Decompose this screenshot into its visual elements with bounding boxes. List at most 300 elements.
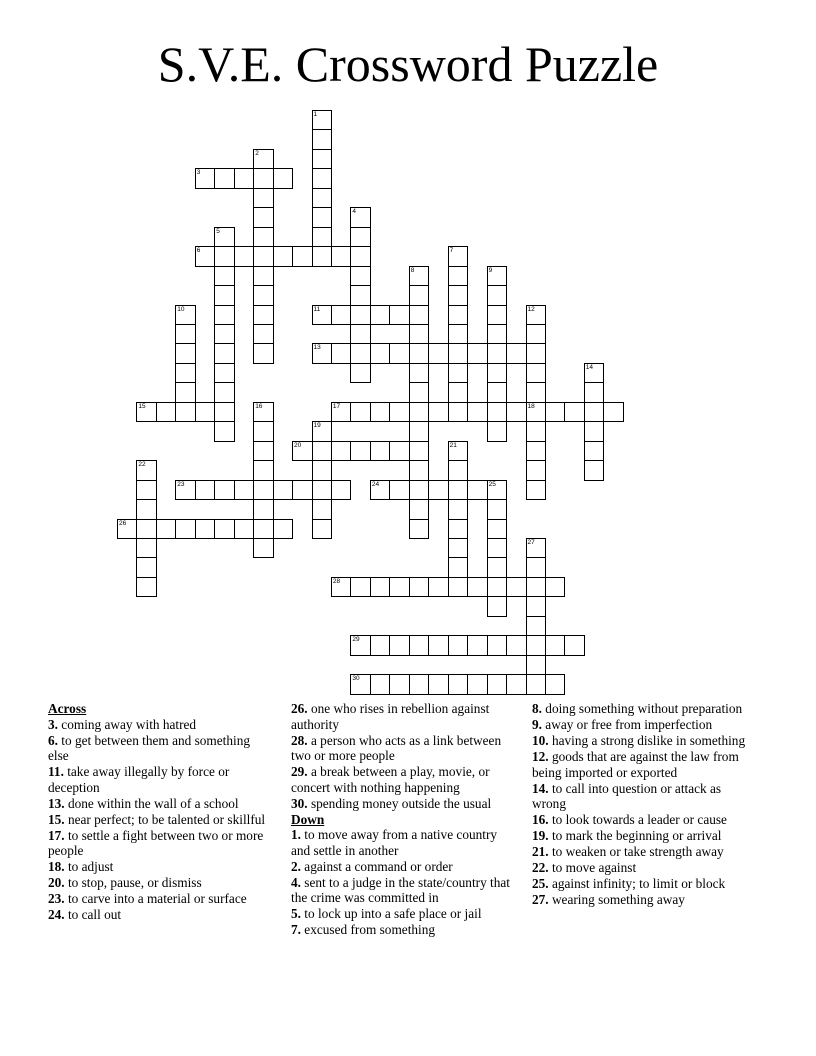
grid-cell[interactable] xyxy=(370,635,391,656)
grid-cell[interactable] xyxy=(448,441,469,462)
grid-cell[interactable] xyxy=(253,421,274,442)
grid-cell[interactable] xyxy=(545,674,566,695)
grid-cell[interactable] xyxy=(526,655,547,676)
clue-text: to lock up into a safe place or jail xyxy=(300,906,482,922)
grid-cell[interactable] xyxy=(195,519,216,540)
grid-cell[interactable] xyxy=(409,402,430,423)
grid-cell[interactable] xyxy=(487,285,508,306)
grid-cell[interactable] xyxy=(545,577,566,598)
grid-cell[interactable] xyxy=(214,363,235,384)
grid-cell[interactable] xyxy=(350,674,371,695)
clue-text: sent to a judge in the state/country that the crime was committed in xyxy=(291,874,510,906)
grid-cell[interactable] xyxy=(195,402,216,423)
grid-cell[interactable] xyxy=(526,480,547,501)
grid-cell[interactable] xyxy=(467,343,488,364)
clue-item xyxy=(532,701,752,717)
grid-cell[interactable] xyxy=(136,402,157,423)
grid-cell[interactable] xyxy=(253,188,274,209)
grid-cell[interactable] xyxy=(195,246,216,267)
grid-cell[interactable] xyxy=(526,674,547,695)
grid-cell[interactable] xyxy=(448,499,469,520)
clue-text: to mark the beginning or arrival xyxy=(548,828,722,844)
clue-item xyxy=(291,859,519,875)
clue-number-label: 28 xyxy=(332,577,341,585)
clue-text: a person who acts as a link between two or more people xyxy=(291,732,502,764)
grid-cell[interactable] xyxy=(448,402,469,423)
page-title: S.V.E. Crossword Puzzle xyxy=(157,36,659,92)
grid-cell[interactable] xyxy=(117,519,138,540)
grid-cell[interactable] xyxy=(487,577,508,598)
grid-cell[interactable] xyxy=(487,519,508,540)
clue-number: 29. xyxy=(291,764,308,780)
grid-cell[interactable] xyxy=(487,635,508,656)
grid-cell[interactable] xyxy=(526,343,547,364)
clue-item xyxy=(48,812,273,828)
grid-cell[interactable] xyxy=(448,577,469,598)
grid-cell[interactable] xyxy=(584,460,605,481)
clue-text: against a command or order xyxy=(300,858,453,874)
clue-number: 7. xyxy=(291,922,301,938)
grid-cell[interactable] xyxy=(214,480,235,501)
grid-cell[interactable] xyxy=(409,499,430,520)
clue-number-label: 16 xyxy=(255,402,263,410)
grid-cell[interactable] xyxy=(350,343,371,364)
grid-cell[interactable] xyxy=(253,285,274,306)
grid-cell[interactable] xyxy=(584,402,605,423)
clue-item xyxy=(291,796,519,812)
grid-cell[interactable] xyxy=(312,421,333,442)
clue-text: wearing something away xyxy=(548,892,685,908)
grid-cell[interactable] xyxy=(487,382,508,403)
grid-cell[interactable] xyxy=(253,460,274,481)
clue-number-label: 19 xyxy=(313,422,321,430)
grid-cell[interactable] xyxy=(448,674,469,695)
grid-cell[interactable] xyxy=(428,402,449,423)
grid-cell[interactable] xyxy=(487,674,508,695)
grid-cell[interactable] xyxy=(350,227,371,248)
grid-cell[interactable] xyxy=(448,324,469,345)
grid-cell[interactable] xyxy=(350,285,371,306)
grid-cell[interactable] xyxy=(389,577,410,598)
clue-number-label: 7 xyxy=(449,247,454,255)
clue-item xyxy=(532,876,752,892)
grid-cell[interactable] xyxy=(350,635,371,656)
grid-cell[interactable] xyxy=(350,577,371,598)
grid-cell[interactable] xyxy=(389,402,410,423)
grid-cell[interactable] xyxy=(389,441,410,462)
grid-cell[interactable] xyxy=(253,441,274,462)
grid-cell[interactable] xyxy=(312,519,333,540)
grid-cell[interactable] xyxy=(331,246,352,267)
grid-cell[interactable] xyxy=(409,324,430,345)
grid-cell[interactable] xyxy=(409,480,430,501)
grid-cell[interactable] xyxy=(175,480,196,501)
clue-text: near perfect; to be talented or skillful xyxy=(64,811,266,827)
grid-cell[interactable] xyxy=(175,324,196,345)
clue-item xyxy=(532,844,752,860)
grid-cell[interactable] xyxy=(526,305,547,326)
grid-cell[interactable] xyxy=(292,246,313,267)
grid-cell[interactable] xyxy=(175,402,196,423)
clue-number: 25. xyxy=(532,876,549,892)
clue-item xyxy=(48,796,273,812)
grid-cell[interactable] xyxy=(214,324,235,345)
grid-cell[interactable] xyxy=(526,557,547,578)
clue-item xyxy=(532,828,752,844)
clue-item xyxy=(291,875,519,906)
grid-cell[interactable] xyxy=(526,635,547,656)
clue-item xyxy=(291,764,519,795)
down-heading: Down xyxy=(291,811,325,827)
grid-cell[interactable] xyxy=(467,635,488,656)
clue-number-label: 4 xyxy=(352,208,357,216)
grid-cell[interactable] xyxy=(214,519,235,540)
grid-cell[interactable] xyxy=(292,480,313,501)
clue-item xyxy=(48,828,273,859)
grid-cell[interactable] xyxy=(350,266,371,287)
grid-cell[interactable] xyxy=(350,402,371,423)
down-clue-list-continued xyxy=(532,701,752,908)
grid-cell[interactable] xyxy=(487,557,508,578)
clue-number-label: 18 xyxy=(527,402,535,410)
clue-text: to stop, pause, or dismiss xyxy=(64,875,202,891)
grid-cell[interactable] xyxy=(526,363,547,384)
grid-cell[interactable] xyxy=(526,441,547,462)
grid-cell[interactable] xyxy=(526,324,547,345)
grid-cell[interactable] xyxy=(506,402,527,423)
grid-cell[interactable] xyxy=(409,577,430,598)
grid-cell[interactable] xyxy=(175,519,196,540)
clue-number: 1. xyxy=(291,827,301,843)
grid-cell[interactable] xyxy=(506,674,527,695)
grid-cell[interactable] xyxy=(312,343,333,364)
grid-cell[interactable] xyxy=(487,538,508,559)
grid-cell[interactable] xyxy=(214,285,235,306)
grid-cell[interactable] xyxy=(214,227,235,248)
grid-cell[interactable] xyxy=(331,577,352,598)
grid-cell[interactable] xyxy=(409,441,430,462)
grid-cell[interactable] xyxy=(409,285,430,306)
grid-cell[interactable] xyxy=(448,305,469,326)
grid-cell[interactable] xyxy=(389,635,410,656)
grid-cell[interactable] xyxy=(253,343,274,364)
grid-cell[interactable] xyxy=(312,480,333,501)
grid-cell[interactable] xyxy=(312,207,333,228)
grid-cell[interactable] xyxy=(526,538,547,559)
grid-cell[interactable] xyxy=(350,246,371,267)
grid-cell[interactable] xyxy=(214,305,235,326)
clue-number-label: 24 xyxy=(371,480,380,488)
clue-number: 23. xyxy=(48,891,65,907)
clue-item xyxy=(48,875,273,891)
grid-cell[interactable] xyxy=(253,227,274,248)
grid-cell[interactable] xyxy=(214,246,235,267)
grid-cell[interactable] xyxy=(273,168,294,189)
grid-cell[interactable] xyxy=(389,343,410,364)
grid-cell[interactable] xyxy=(253,480,274,501)
clue-number: 22. xyxy=(532,860,549,876)
grid-cell[interactable] xyxy=(584,363,605,384)
grid-cell[interactable] xyxy=(331,480,352,501)
grid-cell[interactable] xyxy=(350,207,371,228)
grid-cell[interactable] xyxy=(136,460,157,481)
grid-cell[interactable] xyxy=(312,305,333,326)
clue-number-label: 1 xyxy=(313,111,318,118)
clue-item xyxy=(532,781,752,812)
grid-cell[interactable] xyxy=(487,596,508,617)
clue-number-label: 26 xyxy=(119,519,127,527)
grid-cell[interactable] xyxy=(234,519,255,540)
grid-cell[interactable] xyxy=(467,480,488,501)
grid-cell[interactable] xyxy=(214,402,235,423)
grid-cell[interactable] xyxy=(292,441,313,462)
grid-cell[interactable] xyxy=(467,402,488,423)
clue-number-label: 17 xyxy=(332,402,341,410)
across-clue-list xyxy=(48,717,273,923)
grid-cell[interactable] xyxy=(273,480,294,501)
grid-cell[interactable] xyxy=(428,674,449,695)
grid-cell[interactable] xyxy=(409,363,430,384)
grid-cell[interactable] xyxy=(448,538,469,559)
grid-cell[interactable] xyxy=(312,499,333,520)
grid-cell[interactable] xyxy=(370,674,391,695)
grid-cell[interactable] xyxy=(506,635,527,656)
grid-cell[interactable] xyxy=(175,363,196,384)
grid-cell[interactable] xyxy=(526,577,547,598)
grid-cell[interactable] xyxy=(448,285,469,306)
clue-text: to look towards a leader or cause xyxy=(548,812,727,828)
grid-cell[interactable] xyxy=(526,382,547,403)
clue-number: 5. xyxy=(291,906,301,922)
grid-cell[interactable] xyxy=(487,480,508,501)
grid-cell[interactable] xyxy=(312,227,333,248)
grid-cell[interactable] xyxy=(526,402,547,423)
grid-cell[interactable] xyxy=(253,168,274,189)
clue-number: 4. xyxy=(291,874,301,890)
clue-text: coming away with hatred xyxy=(57,716,197,732)
grid-cell[interactable] xyxy=(214,266,235,287)
grid-cell[interactable] xyxy=(448,635,469,656)
clue-number: 11. xyxy=(48,764,64,780)
grid-cell[interactable] xyxy=(409,305,430,326)
grid-cell[interactable] xyxy=(136,557,157,578)
grid-cell[interactable] xyxy=(409,421,430,442)
grid-cell[interactable] xyxy=(312,246,333,267)
clue-text: against infinity; to limit or block xyxy=(548,876,726,892)
grid-cell[interactable] xyxy=(350,305,371,326)
grid-cell[interactable] xyxy=(312,129,333,150)
grid-cell[interactable] xyxy=(487,305,508,326)
grid-cell[interactable] xyxy=(389,674,410,695)
clue-number: 16. xyxy=(532,812,549,828)
grid-cell[interactable] xyxy=(409,343,430,364)
grid-cell[interactable] xyxy=(312,441,333,462)
grid-cell[interactable] xyxy=(428,480,449,501)
clue-column-3 xyxy=(532,701,752,908)
grid-cell[interactable] xyxy=(428,577,449,598)
clue-number-label: 12 xyxy=(527,305,535,313)
grid-cell[interactable] xyxy=(603,402,624,423)
grid-cell[interactable] xyxy=(545,402,566,423)
grid-cell[interactable] xyxy=(526,421,547,442)
grid-cell[interactable] xyxy=(409,674,430,695)
clue-text: to weaken or take strength away xyxy=(548,844,724,860)
grid-cell[interactable] xyxy=(506,577,527,598)
grid-cell[interactable] xyxy=(526,596,547,617)
grid-cell[interactable] xyxy=(175,343,196,364)
grid-cell[interactable] xyxy=(331,305,352,326)
grid-cell[interactable] xyxy=(253,402,274,423)
grid-cell[interactable] xyxy=(487,324,508,345)
clue-item xyxy=(291,733,519,764)
grid-cell[interactable] xyxy=(389,480,410,501)
grid-cell[interactable] xyxy=(312,188,333,209)
clue-text: to get between them and something else xyxy=(48,732,251,764)
grid-cell[interactable] xyxy=(350,363,371,384)
clue-text: goods that are against the law from being imported or exported xyxy=(532,748,739,780)
grid-cell[interactable] xyxy=(409,460,430,481)
grid-cell[interactable] xyxy=(467,577,488,598)
grid-cell[interactable] xyxy=(156,402,177,423)
grid-cell[interactable] xyxy=(584,421,605,442)
clue-number: 20. xyxy=(48,875,65,891)
grid-cell[interactable] xyxy=(214,382,235,403)
grid-cell[interactable] xyxy=(409,382,430,403)
clue-text: excused from something xyxy=(300,922,436,938)
grid-cell[interactable] xyxy=(370,577,391,598)
grid-cell[interactable] xyxy=(253,266,274,287)
grid-cell[interactable] xyxy=(136,499,157,520)
grid-cell[interactable] xyxy=(487,343,508,364)
grid-cell[interactable] xyxy=(370,305,391,326)
grid-cell[interactable] xyxy=(312,110,333,131)
grid-cell[interactable] xyxy=(448,266,469,287)
grid-cell[interactable] xyxy=(370,343,391,364)
clue-number-label: 5 xyxy=(216,227,220,235)
grid-cell[interactable] xyxy=(195,168,216,189)
grid-cell[interactable] xyxy=(331,402,352,423)
grid-cell[interactable] xyxy=(506,343,527,364)
clue-text: to carve into a material or surface xyxy=(64,891,247,907)
grid-cell[interactable] xyxy=(370,402,391,423)
grid-cell[interactable] xyxy=(526,460,547,481)
grid-cell[interactable] xyxy=(136,577,157,598)
grid-cell[interactable] xyxy=(214,421,235,442)
grid-cell[interactable] xyxy=(467,674,488,695)
grid-cell[interactable] xyxy=(312,460,333,481)
grid-cell[interactable] xyxy=(136,519,157,540)
across-heading: Across xyxy=(48,701,87,716)
grid-cell[interactable] xyxy=(253,499,274,520)
grid-cell[interactable] xyxy=(487,499,508,520)
clue-text: done within the wall of a school xyxy=(64,795,239,811)
grid-cell[interactable] xyxy=(448,382,469,403)
grid-cell[interactable] xyxy=(312,149,333,170)
grid-cell[interactable] xyxy=(584,382,605,403)
clue-text: to call into question or attack as wrong xyxy=(532,780,722,812)
grid-cell[interactable] xyxy=(136,480,157,501)
grid-cell[interactable] xyxy=(389,305,410,326)
grid-cell[interactable] xyxy=(350,324,371,345)
grid-cell[interactable] xyxy=(312,168,333,189)
grid-cell[interactable] xyxy=(234,480,255,501)
grid-cell[interactable] xyxy=(487,363,508,384)
grid-cell[interactable] xyxy=(448,363,469,384)
grid-cell[interactable] xyxy=(234,168,255,189)
grid-cell[interactable] xyxy=(564,402,585,423)
grid-cell[interactable] xyxy=(273,519,294,540)
grid-cell[interactable] xyxy=(487,266,508,287)
clue-item xyxy=(532,812,752,828)
grid-cell[interactable] xyxy=(428,635,449,656)
clue-number-label: 11 xyxy=(313,305,321,313)
grid-cell[interactable] xyxy=(175,382,196,403)
clue-item xyxy=(291,906,519,922)
clue-number: 18. xyxy=(48,859,65,875)
grid-cell[interactable] xyxy=(448,557,469,578)
grid-cell[interactable] xyxy=(175,305,196,326)
grid-cell[interactable] xyxy=(253,305,274,326)
grid-cell[interactable] xyxy=(253,149,274,170)
grid-cell[interactable] xyxy=(448,519,469,540)
grid-cell[interactable] xyxy=(195,480,216,501)
grid-cell[interactable] xyxy=(136,538,157,559)
grid-cell[interactable] xyxy=(409,266,430,287)
grid-cell[interactable] xyxy=(545,635,566,656)
grid-cell[interactable] xyxy=(448,246,469,267)
grid-cell[interactable] xyxy=(409,519,430,540)
grid-cell[interactable] xyxy=(448,460,469,481)
grid-cell[interactable] xyxy=(253,246,274,267)
grid-cell[interactable] xyxy=(409,635,430,656)
clue-text: having a strong dislike in something xyxy=(548,732,746,748)
clue-number: 8. xyxy=(532,701,542,716)
grid-cell[interactable] xyxy=(253,519,274,540)
grid-cell[interactable] xyxy=(214,343,235,364)
grid-cell[interactable] xyxy=(273,246,294,267)
grid-cell[interactable] xyxy=(234,246,255,267)
grid-cell[interactable] xyxy=(487,402,508,423)
grid-cell[interactable] xyxy=(156,519,177,540)
grid-cell[interactable] xyxy=(370,441,391,462)
grid-cell[interactable] xyxy=(214,168,235,189)
grid-cell[interactable] xyxy=(428,343,449,364)
grid-cell[interactable] xyxy=(564,635,585,656)
clue-text: to settle a fight between two or more people xyxy=(48,827,264,859)
clue-item xyxy=(291,827,519,858)
clue-item xyxy=(532,733,752,749)
clue-number: 15. xyxy=(48,811,65,827)
grid-cell[interactable] xyxy=(253,207,274,228)
grid-cell[interactable] xyxy=(584,441,605,462)
clue-number: 26. xyxy=(291,701,308,716)
grid-cell[interactable] xyxy=(487,421,508,442)
grid-cell[interactable] xyxy=(370,480,391,501)
grid-cell[interactable] xyxy=(253,538,274,559)
grid-cell[interactable] xyxy=(331,441,352,462)
clue-number-label: 9 xyxy=(488,266,493,274)
grid-cell[interactable] xyxy=(448,480,469,501)
clue-item xyxy=(532,749,752,780)
grid-cell[interactable] xyxy=(448,343,469,364)
clue-item xyxy=(48,859,273,875)
clue-number-label: 6 xyxy=(196,247,201,255)
grid-cell[interactable] xyxy=(350,441,371,462)
grid-cell[interactable] xyxy=(253,324,274,345)
grid-cell[interactable] xyxy=(331,343,352,364)
clue-item xyxy=(291,922,519,938)
grid-cell[interactable] xyxy=(526,616,547,637)
